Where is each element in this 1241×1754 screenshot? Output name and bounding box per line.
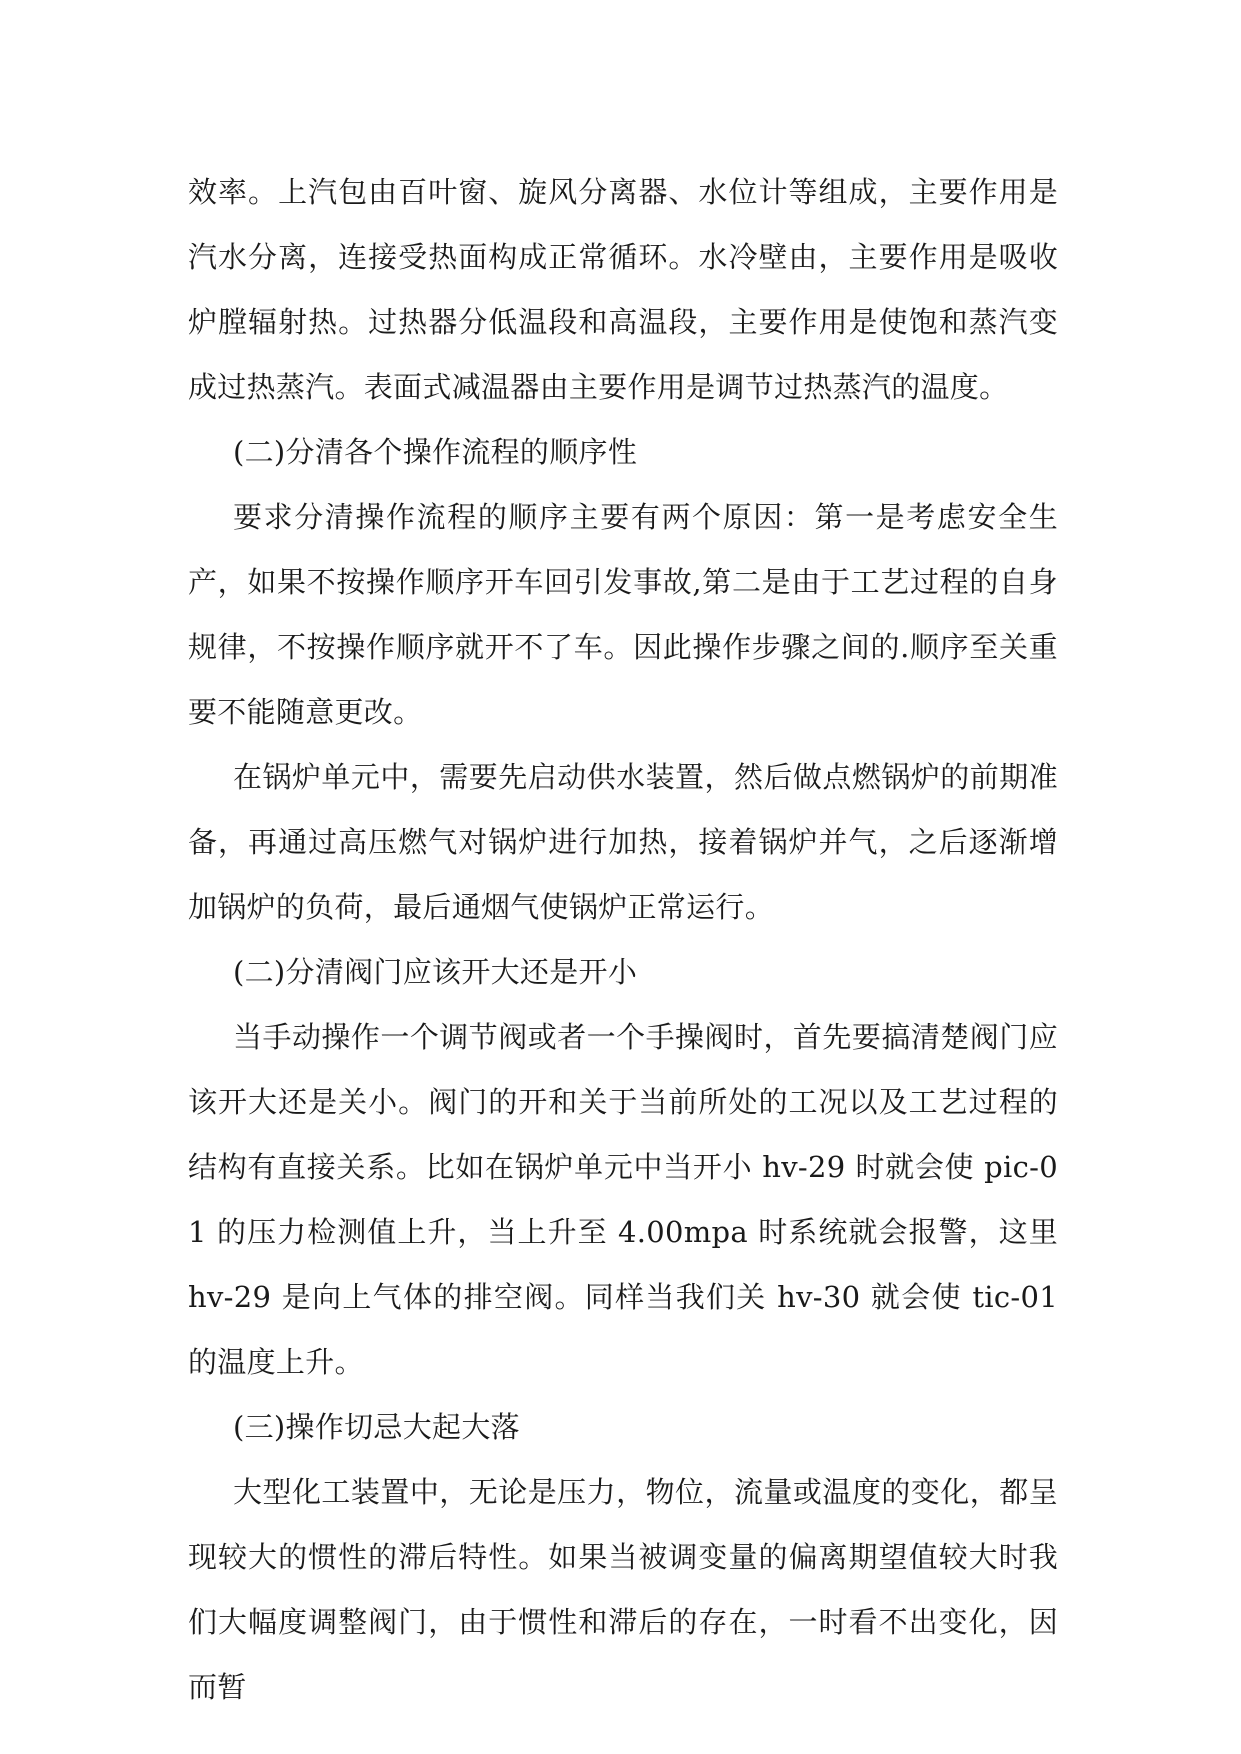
section-heading-valve-direction: (二)分清阀门应该开大还是开小 — [233, 955, 638, 989]
section-heading-avoid-large-swings: (三)操作切忌大起大落 — [233, 1410, 520, 1444]
paragraph-inertia-lag: 大型化工装置中，无论是压力，物位，流量或温度的变化，都呈现较大的惯性的滞后特性。如果当被调变量的偏离期望值较大时我们大幅度调整阀门，由于惯性和滞后的存在，一时看不出变化，因而暂 — [188, 1475, 1058, 1704]
paragraph-boiler-startup-steps: 在锅炉单元中，需要先启动供水装置，然后做点燃锅炉的前期准备，再通过高压燃气对锅炉进行加热，接着锅炉并气，之后逐渐增加锅炉的负荷，最后通烟气使锅炉正常运行。 — [188, 760, 1058, 924]
paragraph-sequence-reasons: 要求分清操作流程的顺序主要有两个原因：第一是考虑安全生产，如果不按操作顺序开车回引发事故,第二是由于工艺过程的自身规律，不按操作顺序就开不了车。因此操作步骤之间的.顺序至关重要不能随意更改。 — [188, 500, 1058, 729]
paragraph-boiler-components: 效率。上汽包由百叶窗、旋风分离器、水位计等组成，主要作用是汽水分离，连接受热面构成正常循环。水冷壁由，主要作用是吸收炉膛辐射热。过热器分低温段和高温段，主要作用是使饱和蒸汽变成过热蒸汽。表面式减温器由主要作用是调节过热蒸汽的温度。 — [188, 175, 1058, 404]
paragraph-valve-operation: 当手动操作一个调节阀或者一个手操阀时，首先要搞清楚阀门应该开大还是关小。阀门的开和关于当前所处的工况以及工艺过程的结构有直接关系。比如在锅炉单元中当开小 hv-29 时就会使 pic-01 的压力检测值上升，当上升至 4.00mpa 时系统就会报警，这里 hv-29 是向上气体的排空阀。同样当我们关 hv-30 就会使 tic-01 的温度上升。 — [188, 1020, 1058, 1379]
document-body — [188, 160, 1058, 1720]
section-heading-operation-sequence: (二)分清各个操作流程的顺序性 — [233, 435, 638, 469]
